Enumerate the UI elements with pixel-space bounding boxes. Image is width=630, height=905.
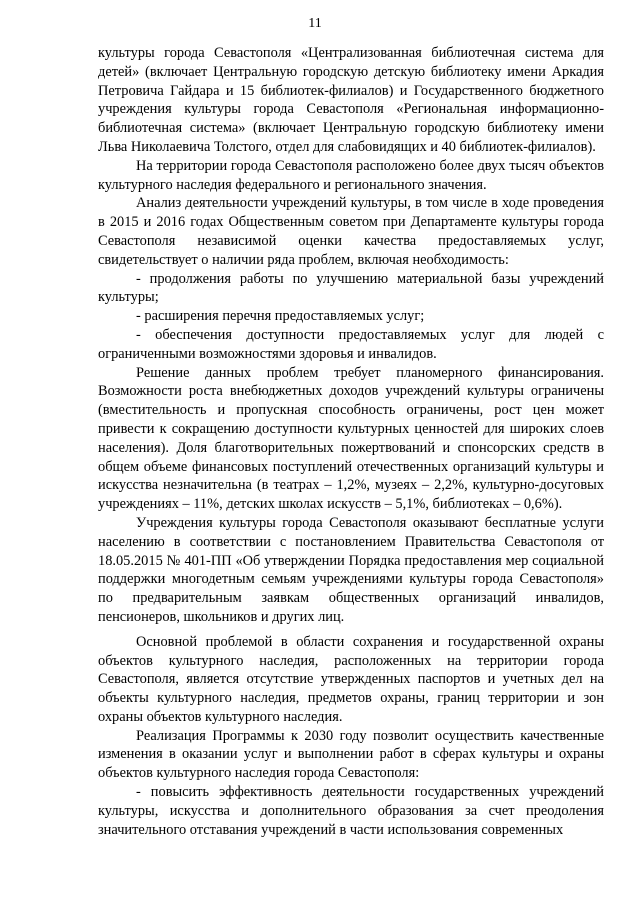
paragraph-program-2030: Реализация Программы к 2030 году позволит осуществить качественные изменения в оказании услуг и выполнении работ в сферах культуры и охраны объектов культурного наследия города Севастополя: (98, 727, 604, 782)
list-item-material-base: - продолжения работы по улучшению материальной базы учреждений культуры; (98, 270, 604, 306)
paragraph-financing: Решение данных проблем требует планомерного финансирования. Возможности роста внебюджетных доходов учреждений культуры ограничены (вместительность и пропускная способность ограничены, рост цен может привести к сокращению доступности культурных ценностей для широких слоев населения). Доля благотворительных пожертвований и спонсорских средств в общем объеме финансовых поступлений отечественных организаций культуры и искусства незначительна (в театрах – 1,2%, музеях – 2,2%, культурно-досуговых учреждениях – 11%, детских школах искусств – 5,1%, библиотеках – 0,6%). (98, 364, 604, 513)
paragraph-heritage-problem: Основной проблемой в области сохранения и государственной охраны объектов культурного наследия, расположенных на территории города Севастополя, является отсутствие утвержденных паспортов и учетных дел на объекты культурного наследия, предметов охраны, границ территории и зон охраны объектов культурного наследия. (98, 633, 604, 725)
document-body (98, 44, 604, 839)
paragraph-heritage-objects: На территории города Севастополя расположено более двух тысяч объектов культурного наследия федерального и регионального значения. (98, 157, 604, 193)
paragraph-analysis: Анализ деятельности учреждений культуры, в том числе в ходе проведения в 2015 и 2016 годах Общественным советом при Департаменте культуры города Севастополя независимой оценки качества предоставляемых услуг, свидетельствует о наличии ряда проблем, включая необходимость: (98, 195, 604, 268)
page-number: 11 (308, 16, 322, 31)
paragraph-libraries-continued: культуры города Севастополя «Централизованная библиотечная система для детей» (включает Центральную городскую детскую библиотеку имени Аркадия Петровича Гайдара и 15 библиотек-филиалов) и Государственного бюджетного учреждения культуры города Севастополя «Региональная информационно-библиотечная система» (включает Центральную городскую библиотеку имени Льва Николаевича Толстого, отдел для слабовидящих и 40 библиотек-филиалов). (98, 45, 604, 155)
list-item-efficiency: - повысить эффективность деятельности государственных учреждений культуры, искусства и дополнительного образования за счет преодоления значительного отставания учреждений в части использования современных (98, 784, 604, 838)
list-item-services-expansion: - расширения перечня предоставляемых услуг; (136, 308, 425, 325)
list-item-accessibility: - обеспечения доступности предоставляемых услуг для людей с ограниченными возможностями здоровья и инвалидов. (98, 326, 604, 362)
paragraph-free-services: Учреждения культуры города Севастополя оказывают бесплатные услуги населению в соответствии с постановлением Правительства Севастополя от 18.05.2015 № 401-ПП «Об утверждении Порядка предоставления мер социальной поддержки многодетным семьям учреждениями культуры города Севастополя» по предварительным заявкам общественных организаций инвалидов, пенсионеров, школьников и других лиц. (98, 514, 604, 625)
